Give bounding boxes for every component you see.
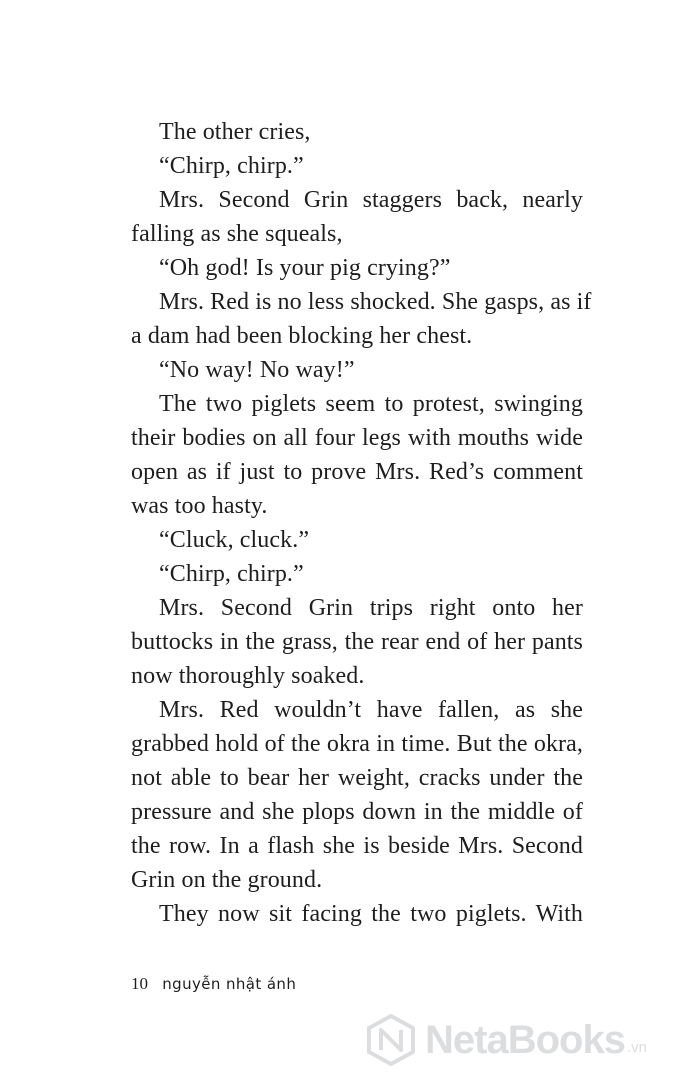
page-number: 10 — [131, 974, 148, 993]
text-line: Mrs. Second Grin trips right onto her — [159, 595, 583, 621]
text-line: “Chirp, chirp.” — [159, 561, 304, 587]
watermark — [365, 1012, 647, 1068]
text-line: “Oh god! Is your pig crying?” — [159, 255, 451, 281]
text-line: The other cries, — [159, 119, 311, 145]
text-line: The two piglets seem to protest, swinging — [159, 391, 583, 417]
text-line: “No way! No way!” — [159, 357, 355, 383]
text-line: Mrs. Red wouldn’t have fallen, as she — [159, 697, 583, 723]
text-line: Mrs. Red is no less shocked. She gasps, as if — [159, 289, 592, 315]
text-line: a dam had been blocking her chest. — [131, 323, 473, 349]
text-line: falling as she squeals, — [131, 221, 343, 247]
text-line: now thoroughly soaked. — [131, 663, 365, 689]
netabooks-logo-icon — [365, 1014, 417, 1066]
text-line: Mrs. Second Grin staggers back, nearly — [159, 187, 583, 213]
text-line: “Cluck, cluck.” — [159, 527, 310, 553]
text-line: the row. In a flash she is beside Mrs. Second — [131, 833, 583, 859]
watermark-domain: .vn — [626, 1039, 647, 1056]
text-line: buttocks in the grass, the rear end of her pants — [131, 629, 583, 655]
watermark-brand: NetaBooks — [425, 1017, 625, 1062]
text-line: open as if just to prove Mrs. Red’s comment — [131, 459, 583, 485]
text-line: pressure and she plops down in the middle of — [131, 799, 583, 825]
author-name: nguyễn nhật ánh — [162, 975, 297, 993]
text-line: their bodies on all four legs with mouths wide — [131, 425, 583, 451]
text-line: not able to bear her weight, cracks under the — [131, 765, 583, 791]
text-line: grabbed hold of the okra in time. But the okra, — [131, 731, 583, 757]
text-line: Grin on the ground. — [131, 867, 323, 893]
text-line: “Chirp, chirp.” — [159, 153, 304, 179]
text-line: They now sit facing the two piglets. With — [159, 901, 583, 927]
page-footer — [131, 972, 296, 996]
text-line: was too hasty. — [131, 493, 268, 519]
page-text — [131, 115, 592, 931]
